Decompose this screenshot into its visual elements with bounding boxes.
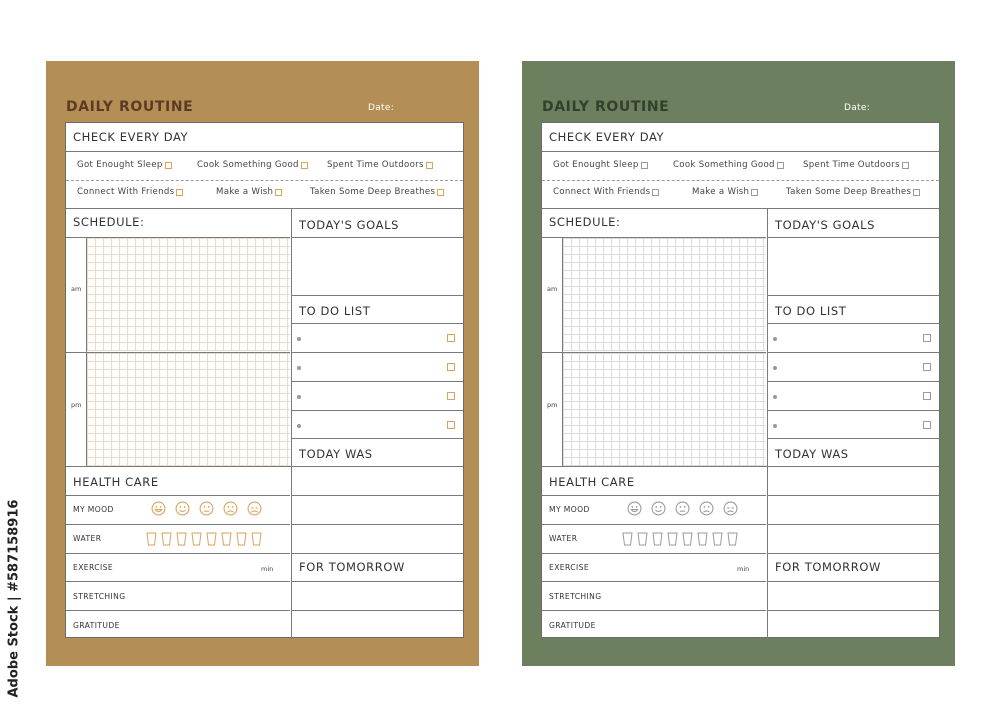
water-label: WATER	[73, 534, 102, 543]
divider	[66, 610, 290, 611]
check-item[interactable]: Connect With Friends	[77, 187, 183, 197]
bullet-dot	[297, 395, 301, 399]
bullet-dot	[297, 366, 301, 370]
divider	[767, 610, 939, 611]
min-label: min	[261, 565, 274, 573]
todo-checkbox[interactable]	[923, 334, 931, 342]
divider	[542, 208, 939, 209]
divider	[291, 495, 463, 496]
water-glass-icon[interactable]	[176, 532, 187, 546]
bullet-dot	[773, 395, 777, 399]
checkbox[interactable]	[777, 162, 784, 169]
water-glasses	[146, 532, 262, 546]
health-care-heading: HEALTH CARE	[549, 475, 635, 489]
water-glass-icon[interactable]	[146, 532, 157, 546]
divider	[767, 295, 939, 296]
divider	[66, 553, 290, 554]
checkbox[interactable]	[275, 189, 282, 196]
my-mood-label: MY MOOD	[549, 505, 590, 514]
todays-goals-area[interactable]	[292, 238, 464, 294]
grin-face-icon[interactable]	[151, 501, 166, 516]
todo-checkbox[interactable]	[447, 392, 455, 400]
schedule-heading: SCHEDULE:	[549, 215, 621, 229]
divider	[291, 295, 463, 296]
todo-item[interactable]	[768, 411, 940, 438]
today-was-heading: TODAY WAS	[299, 447, 373, 461]
water-glass-icon[interactable]	[221, 532, 232, 546]
checkbox[interactable]	[301, 162, 308, 169]
schedule-grid-pm[interactable]	[563, 353, 766, 466]
exercise-label: EXERCISE	[73, 563, 114, 572]
checkbox[interactable]	[913, 189, 920, 196]
divider	[66, 466, 463, 467]
divider	[542, 553, 766, 554]
divider	[542, 524, 766, 525]
water-glass-icon[interactable]	[622, 532, 633, 546]
smile-face-icon[interactable]	[651, 501, 666, 516]
am-label: am	[71, 285, 82, 293]
check-item[interactable]: Spent Time Outdoors	[327, 160, 433, 170]
check-item[interactable]: Make a Wish	[216, 187, 282, 197]
water-glass-icon[interactable]	[667, 532, 678, 546]
water-glass-icon[interactable]	[682, 532, 693, 546]
planner-title: DAILY ROUTINE	[66, 99, 194, 115]
divider	[767, 553, 939, 554]
check-item[interactable]: Spent Time Outdoors	[803, 160, 909, 170]
divider	[291, 610, 463, 611]
todo-item[interactable]	[292, 353, 464, 381]
checkbox[interactable]	[641, 162, 648, 169]
health-care-heading: HEALTH CARE	[73, 475, 159, 489]
bullet-dot	[297, 424, 301, 428]
bullet-dot	[297, 337, 301, 341]
check-item[interactable]: Taken Some Deep Breathes	[310, 187, 444, 197]
smile-face-icon[interactable]	[175, 501, 190, 516]
schedule-grid-pm[interactable]	[87, 353, 290, 466]
stretching-label: STRETCHING	[549, 592, 602, 601]
water-glass-icon[interactable]	[637, 532, 648, 546]
check-item[interactable]: Taken Some Deep Breathes	[786, 187, 920, 197]
schedule-grid-am[interactable]	[563, 238, 766, 351]
mood-icons	[151, 501, 262, 516]
gratitude-label: GRATITUDE	[73, 621, 120, 630]
divider	[291, 553, 463, 554]
divider	[66, 208, 463, 209]
today-was-heading: TODAY WAS	[775, 447, 849, 461]
am-label: am	[547, 285, 558, 293]
neutral-face-icon[interactable]	[675, 501, 690, 516]
checkbox[interactable]	[165, 162, 172, 169]
for-tomorrow-heading: FOR TOMORROW	[775, 560, 881, 574]
water-label: WATER	[549, 534, 578, 543]
todo-checkbox[interactable]	[447, 421, 455, 429]
todays-goals-heading: TODAY'S GOALS	[299, 218, 399, 232]
bullet-dot	[773, 337, 777, 341]
todo-item[interactable]	[292, 324, 464, 352]
sad-face-icon[interactable]	[223, 501, 238, 516]
schedule-heading: SCHEDULE:	[73, 215, 145, 229]
divider	[542, 151, 939, 152]
bullet-dot	[773, 424, 777, 428]
divider	[66, 581, 290, 582]
divider	[542, 466, 939, 467]
bullet-dot	[773, 366, 777, 370]
checkbox[interactable]	[751, 189, 758, 196]
check-every-day-heading: CHECK EVERY DAY	[73, 130, 189, 144]
todo-item[interactable]	[768, 382, 940, 410]
divider	[542, 495, 766, 496]
todo-item[interactable]	[292, 382, 464, 410]
divider	[66, 495, 290, 496]
crying-face-icon[interactable]	[247, 501, 262, 516]
water-glass-icon[interactable]	[161, 532, 172, 546]
todays-goals-area[interactable]	[768, 238, 940, 294]
mood-icons	[627, 501, 738, 516]
date-label: Date:	[844, 103, 871, 113]
divider	[66, 151, 463, 152]
to-do-list-heading: TO DO LIST	[775, 304, 847, 318]
checkbox[interactable]	[176, 189, 183, 196]
water-glass-icon[interactable]	[236, 532, 247, 546]
check-every-day-heading: CHECK EVERY DAY	[549, 130, 665, 144]
checkbox[interactable]	[426, 162, 433, 169]
schedule-grid-am[interactable]	[87, 238, 290, 351]
divider	[542, 610, 766, 611]
todo-checkbox[interactable]	[923, 421, 931, 429]
planner-sheet	[65, 122, 464, 638]
checkbox[interactable]	[437, 189, 444, 196]
water-glass-icon[interactable]	[251, 532, 262, 546]
check-item[interactable]: Got Enought Sleep	[553, 160, 648, 170]
check-item[interactable]: Make a Wish	[692, 187, 758, 197]
todo-checkbox[interactable]	[923, 392, 931, 400]
planner-gold	[46, 61, 479, 666]
for-tomorrow-heading: FOR TOMORROW	[299, 560, 405, 574]
date-label: Date:	[368, 103, 395, 113]
dashed-divider	[542, 180, 939, 181]
water-glass-icon[interactable]	[727, 532, 738, 546]
water-glasses	[622, 532, 738, 546]
min-label: min	[737, 565, 750, 573]
todo-item[interactable]	[292, 411, 464, 438]
planner-sheet	[541, 122, 940, 638]
planner-title: DAILY ROUTINE	[542, 99, 670, 115]
checkbox[interactable]	[652, 189, 659, 196]
todo-item[interactable]	[768, 324, 940, 352]
check-item[interactable]: Cook Something Good	[673, 160, 784, 170]
divider	[767, 524, 939, 525]
check-item[interactable]: Cook Something Good	[197, 160, 308, 170]
todo-item[interactable]	[768, 353, 940, 381]
divider	[291, 524, 463, 525]
divider	[291, 438, 463, 439]
check-item[interactable]: Connect With Friends	[553, 187, 659, 197]
divider	[291, 581, 463, 582]
water-glass-icon[interactable]	[206, 532, 217, 546]
todo-checkbox[interactable]	[447, 363, 455, 371]
divider	[767, 495, 939, 496]
stretching-label: STRETCHING	[73, 592, 126, 601]
divider	[66, 524, 290, 525]
gratitude-label: GRATITUDE	[549, 621, 596, 630]
to-do-list-heading: TO DO LIST	[299, 304, 371, 318]
todo-checkbox[interactable]	[447, 334, 455, 342]
todo-checkbox[interactable]	[923, 363, 931, 371]
neutral-face-icon[interactable]	[199, 501, 214, 516]
check-item[interactable]: Got Enought Sleep	[77, 160, 172, 170]
stock-side-text: Adobe Stock | #587158916	[6, 499, 22, 698]
pm-label: pm	[71, 401, 82, 409]
divider	[767, 581, 939, 582]
my-mood-label: MY MOOD	[73, 505, 114, 514]
divider	[767, 438, 939, 439]
grin-face-icon[interactable]	[627, 501, 642, 516]
crying-face-icon[interactable]	[723, 501, 738, 516]
water-glass-icon[interactable]	[652, 532, 663, 546]
pm-label: pm	[547, 401, 558, 409]
exercise-label: EXERCISE	[549, 563, 590, 572]
water-glass-icon[interactable]	[697, 532, 708, 546]
divider	[542, 581, 766, 582]
checkbox[interactable]	[902, 162, 909, 169]
dashed-divider	[66, 180, 463, 181]
sad-face-icon[interactable]	[699, 501, 714, 516]
planner-green	[522, 61, 955, 666]
water-glass-icon[interactable]	[712, 532, 723, 546]
water-glass-icon[interactable]	[191, 532, 202, 546]
todays-goals-heading: TODAY'S GOALS	[775, 218, 875, 232]
